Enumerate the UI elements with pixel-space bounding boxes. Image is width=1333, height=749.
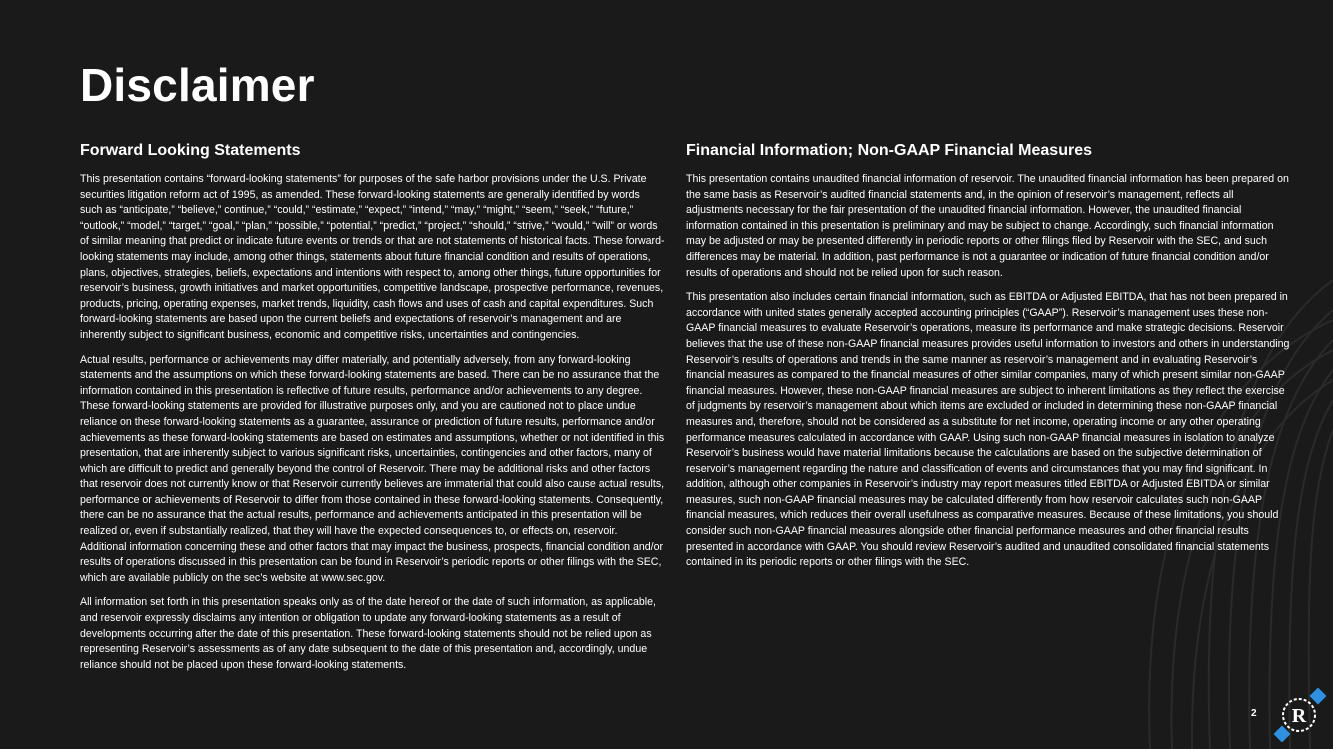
forward-looking-heading: Forward Looking Statements xyxy=(80,142,301,159)
page-title: Disclaimer xyxy=(80,59,315,111)
financial-information-paragraph-1: This presentation contains unaudited financial information of reservoir. The unaudited financial information has been prepared on the same basis as Reservoir’s audited financial statements and, in the opinion of reservoir’s management, reflects all adjustments necessary for the fair presentation of the unaudited financial information. However, the unaudited financial information contained in this presentation is preliminary and may be subject to change. Accordingly, such financial information may be adjusted or may be presented differently in periodic reports or other filings filed by Reservoir with the SEC, and such differences may be material. In addition, past performance is not a guarantee or indication of future financial condition and/or results of operations and should not be relied upon for such reason. xyxy=(686,173,1289,279)
logo-accent-top xyxy=(1310,688,1326,704)
financial-information-paragraph-2: This presentation also includes certain financial information, such as EBITDA or Adjusted EBITDA, that has not been prepared in accordance with united states generally accepted accounting principles (“GAAP”). Reservoir’s management uses these non-GAAP financial measures to evaluate Reservoir’s operations, measure its performance and make strategic decisions. Reservoir believes that the use of these non-GAAP financial measures provides useful information to investors and others in understanding Reservoir’s results of operations and trends in the same manner as reservoir’s management and in evaluating Reservoir’s financial measures as compared to the financial measures of other similar companies, many of which present similar non-GAAP financial measures. However, these non-GAAP financial measures are subject to inherent limitations as they reflect the exercise of judgments by reservoir’s management about which items are excluded or included in determining these non-GAAP financial measures and, therefore, should not be considered as a substitute for net income, operating income or any other operating performance measures calculated in accordance with GAAP. Using such non-GAAP financial measures in isolation to analyze Reservoir’s business would have material limitations because the calculations are based on the subjective determination of reservoir’s management regarding the nature and classification of events and circumstances that you may find significant. In addition, although other companies in Reservoir’s industry may report measures titled EBITDA or Adjusted EBITDA or similar measures, such non-GAAP financial measures may be calculated differently from how reservoir calculates such non-GAAP financial measures, which reduces their overall usefulness as comparative measures. Because of these limitations, you should consider such non-GAAP financial measures alongside other financial performance measures and other financial results presented in accordance with GAAP. You should review Reservoir’s audited and unaudited consolidated financial statements contained in its periodic reports or other filings with the SEC. xyxy=(686,291,1290,569)
page-number: 2 xyxy=(1251,708,1257,719)
reservoir-logo xyxy=(1272,688,1326,742)
forward-looking-paragraph-3: All information set forth in this presentation speaks only as of the date hereof or the date of such information, as applicable, and reservoir expressly disclaims any intention or obligation to update any forward-looking statements as a result of developments occurring after the date of this presentation. These forward-looking statements should not be relied upon as representing Reservoir’s assessments as of any date subsequent to the date of this presentation and, accordingly, undue reliance should not be placed upon these forward-looking statements. xyxy=(80,596,656,671)
logo-letter: R xyxy=(1291,705,1307,727)
financial-information-section xyxy=(686,142,1290,580)
forward-looking-paragraph-2: Actual results, performance or achievements may differ materially, and potentially adversely, from any forward-looking statements and the assumptions on which these forward-looking statements are based. There can be no assurance that the information contained in this presentation is reflective of future results, performance and/or achievements to any degree. These forward-looking statements are provided for illustrative purposes only, and you are cautioned not to place undue reliance on these forward-looking statements as a guarantee, assurance or prediction of future results, performance and/or achievements as these forward-looking statements are based on estimates and assumptions, whether or not identified in this presentation, that are inherently subject to various significant risks, uncertainties, contingencies and other factors, many of which are difficult to predict and generally beyond the control of Reservoir. There may be additional risks and other factors that reservoir does not currently know or that Reservoir currently believes are immaterial that could also cause actual results, performance or achievements of Reservoir to differ from those contained in these forward-looking statements. Consequently, there can be no assurance that the actual results, performance and achievements anticipated in this presentation will be realized or, even if substantially realized, that they will have the expected consequences to, or effects on, reservoir. Additional information concerning these and other factors that may impact the business, prospects, financial condition and/or results of operations discussed in this presentation can be found in Reservoir’s periodic reports or other filings with the SEC, which are available publicly on the sec’s website at www.sec.gov. xyxy=(80,353,665,584)
forward-looking-paragraph-1: This presentation contains “forward-looking statements” for purposes of the safe harbor provisions under the U.S. Private securities litigation reform act of 1995, as amended. These forward-looking statements are generally identified by words such as “anticipate,” “believe,” continue,” “could,” “estimate,” “expect,” “intend,” “may,” “might,” “seem,” “seek,” “future,” “outlook,” “model,” “target,” “goal,” “plan,” “possible,” “potential,” “predict,” “project,” “should,” “strive,” “would,” “will” or words of similar meaning that predict or indicate future events or trends or that are not statements of historical facts. These forward-looking statements may include, among other things, statements about future financial condition and results of operations, plans, objectives, strategies, beliefs, expectations and intentions with respect to, among other things, future opportunities for reservoir’s business, growth initiatives and market opportunities, competitive landscape, prospective performance, revenues, products, pricing, operating expenses, market trends, liquidity, cash flows and uses of cash and capital expenditures. Such forward-looking statements are based upon the current beliefs and expectations of reservoir’s management and are inherently subject to significant business, economic and competitive risks, uncertainties and contingencies. xyxy=(80,173,665,341)
forward-looking-section xyxy=(80,142,665,682)
logo-accent-bottom xyxy=(1274,726,1291,742)
financial-information-heading: Financial Information; Non-GAAP Financial Measures xyxy=(686,142,1092,159)
